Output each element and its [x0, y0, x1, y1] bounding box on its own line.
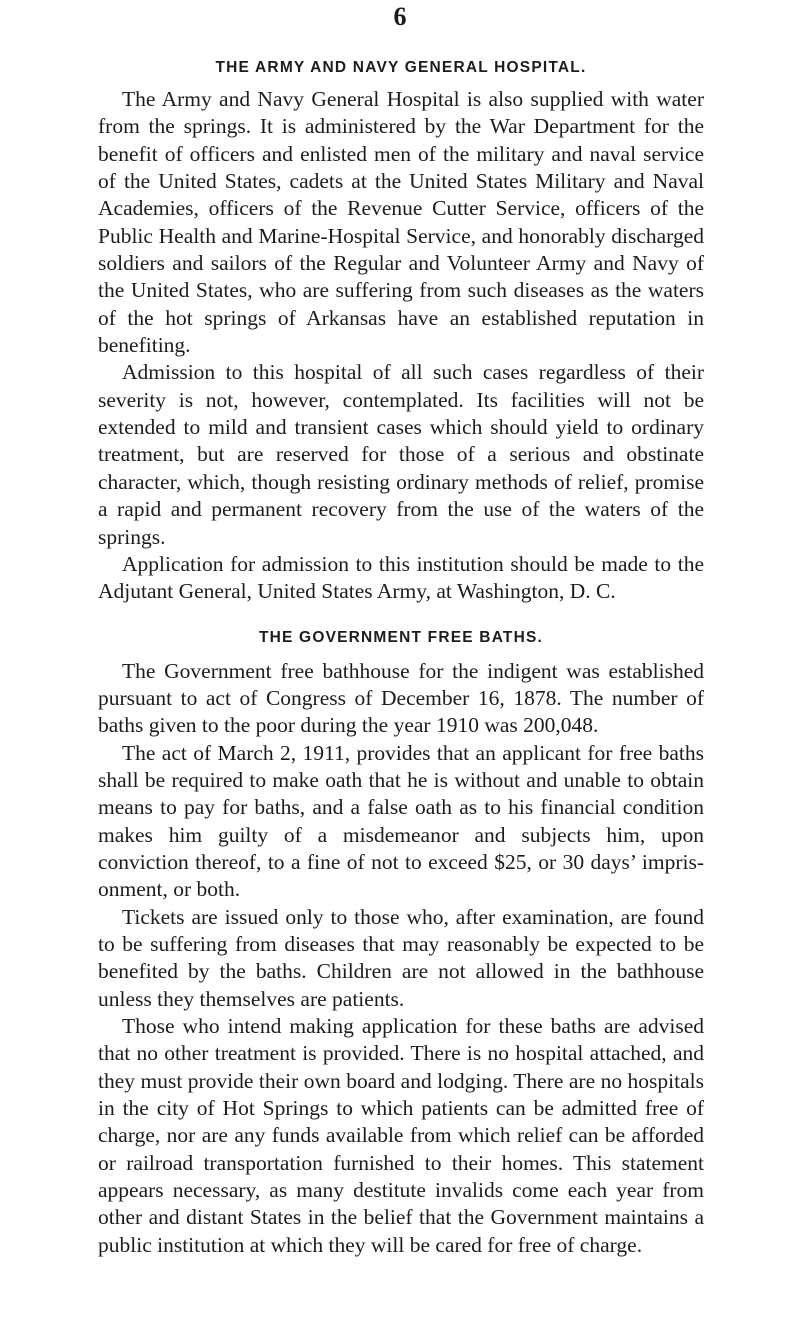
- paragraph: The Government free bathhouse for the indigent was established pursuant to act of Congress of December 16, 1878. The number of baths given to the poor during the year 1910 was 200,048.: [98, 658, 704, 738]
- section-army-navy-hospital: [98, 56, 704, 606]
- section-heading: THE GOVERNMENT FREE BATHS.: [258, 628, 544, 646]
- section-government-free-baths: [98, 626, 704, 1260]
- paragraph: The act of March 2, 1911, provides that an applicant for free baths shall be required to make oath that he is without and unable to obtain means to pay for baths, and a false oath as to his financial condition makes him guilty of a misdemeanor and subjects him, upon conviction thereof, to a fine of not to exceed $25, or 30 days’ imprisonment, or both.: [98, 740, 704, 902]
- paragraph: Application for admission to this institution should be made to the Adjutant General, United States Army, at Washington, D. C.: [98, 551, 704, 604]
- paragraph: Admission to this hospital of all such cases regardless of their severity is not, however, contemplated. Its facilities will not be extended to mild and transient cases which should yield to ordinary treatment, but are reserved for those of a serious and obstinate character, which, though resisting ordinary methods of relief, promise a rapid and permanent recovery from the use of the waters of the springs.: [98, 360, 704, 549]
- paragraph: Those who intend making application for these baths are advised that no other treatment is provided. There is no hospital attached, and they must provide their own board and lodging. There are no hospitals in the city of Hot Springs to which patients can be admitted free of charge, nor are any funds available from which relief can be afforded or railroad transportation furnished to their homes. This statement appears necessary, as many destitute invalids come each year from other and distant States in the belief that the Government maintains a public institution at which they will be cared for free of charge.: [98, 1014, 704, 1257]
- paragraph: The Army and Navy General Hospital is also supplied with water from the springs. It is administered by the War Department for the benefit of officers and enlisted men of the military and naval service of the United States, cadets at the United States Military and Naval Academies, officers of the Revenue Cutter Service, officers of the Public Health and Marine-Hospital Service, and honorably discharged soldiers and sailors of the Regular and Volunteer Army and Navy of the United States, who are suffering from such diseases as the waters of the hot springs of Arkansas have an established reputation in benefiting.: [98, 87, 704, 358]
- section-heading: THE ARMY AND NAVY GENERAL HOSPITAL.: [215, 59, 587, 76]
- page-body: [98, 56, 704, 1259]
- paragraph: Tickets are issued only to those who, after examination, are found to be suffering from diseases that may reasonably be expected to be benefited by the baths. Children are not allowed in the bathhouse unless they themselves are patients.: [98, 904, 704, 1011]
- page-number: 6: [393, 2, 407, 31]
